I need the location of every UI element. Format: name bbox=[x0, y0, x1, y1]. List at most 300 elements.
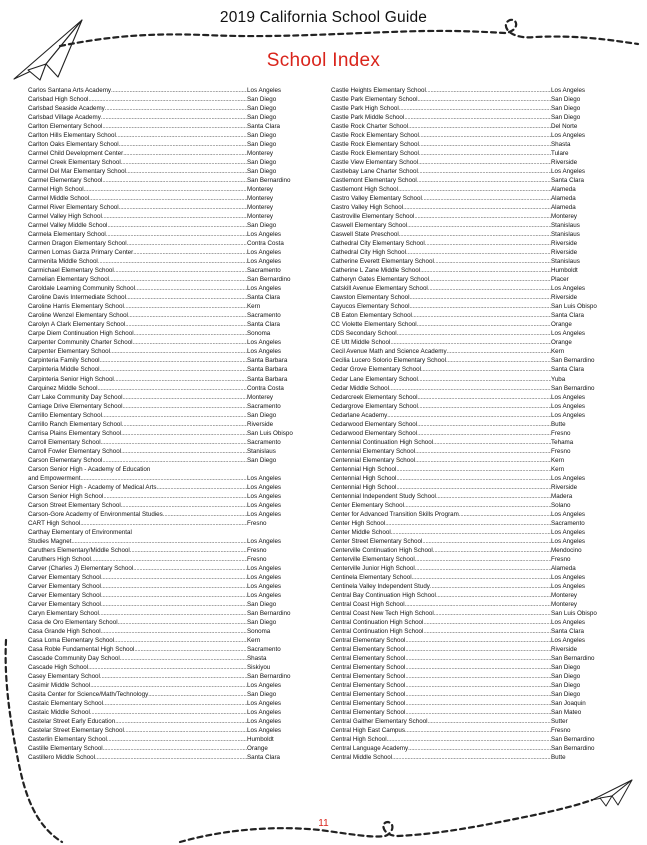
school-name: Carmen Dragon Elementary School bbox=[28, 240, 127, 248]
paper-airplane-icon bbox=[592, 780, 632, 806]
school-name: Carpenter Community Charter School bbox=[28, 339, 133, 347]
school-name: Castle Park High School bbox=[331, 105, 399, 113]
index-entry bbox=[331, 573, 593, 582]
index-entry bbox=[331, 483, 593, 492]
county-name: San Diego bbox=[247, 618, 277, 626]
dot-leader bbox=[115, 717, 247, 726]
school-name: Casey Elementary School bbox=[28, 673, 100, 681]
county-name: San Diego bbox=[247, 456, 277, 464]
index-entry bbox=[331, 104, 593, 113]
index-entry bbox=[331, 555, 593, 564]
index-entry bbox=[28, 429, 298, 438]
county-name: San Diego bbox=[247, 222, 277, 230]
county-name: San Bernardino bbox=[551, 384, 595, 392]
school-name: Carlsbad Seaside Academy bbox=[28, 105, 105, 113]
index-entry bbox=[331, 735, 593, 744]
dot-leader bbox=[396, 465, 551, 474]
school-name: Central High East Campus bbox=[331, 727, 405, 735]
school-name: Carroll Fowler Elementary School bbox=[28, 447, 122, 455]
county-name: Los Angeles bbox=[247, 591, 282, 599]
index-entry bbox=[331, 744, 593, 753]
school-name: Castro Valley High School bbox=[331, 204, 404, 212]
index-entry bbox=[331, 113, 593, 122]
index-entry bbox=[331, 591, 593, 600]
dot-leader bbox=[396, 474, 551, 483]
county-name: Los Angeles bbox=[247, 718, 282, 726]
index-entry bbox=[28, 717, 298, 726]
index-entry bbox=[28, 149, 298, 158]
index-entry bbox=[28, 411, 298, 420]
school-name: Castaic Elementary School bbox=[28, 700, 104, 708]
school-name: Central Coast High School bbox=[331, 600, 405, 608]
school-name: Central Elementary School bbox=[331, 636, 406, 644]
index-entry bbox=[28, 293, 298, 302]
county-name: Alameda bbox=[551, 564, 576, 572]
dot-leader bbox=[118, 618, 247, 627]
index-entry bbox=[331, 266, 593, 275]
dot-leader bbox=[387, 735, 551, 744]
school-name: Carmenita Middle School bbox=[28, 258, 98, 266]
county-name: Los Angeles bbox=[247, 285, 282, 293]
school-name: Centennial Elementary School bbox=[331, 447, 416, 455]
dot-leader bbox=[418, 375, 551, 384]
index-entry bbox=[28, 176, 298, 185]
index-entry bbox=[331, 158, 593, 167]
index-entry bbox=[331, 546, 593, 555]
index-entry bbox=[331, 284, 593, 293]
dot-leader bbox=[123, 149, 247, 158]
dot-leader bbox=[99, 609, 247, 618]
county-name: Sacramento bbox=[551, 519, 585, 527]
dot-leader bbox=[163, 510, 247, 519]
dot-leader bbox=[436, 591, 551, 600]
index-entry bbox=[28, 492, 298, 501]
dot-leader bbox=[405, 672, 551, 681]
dot-leader bbox=[415, 456, 551, 465]
county-name: Sacramento bbox=[247, 645, 281, 653]
county-name: San Bernardino bbox=[247, 609, 291, 617]
dot-leader bbox=[88, 95, 247, 104]
school-name: Carmel Valley Middle School bbox=[28, 222, 108, 230]
dot-leader bbox=[101, 582, 247, 591]
county-name: Alameda bbox=[551, 195, 576, 203]
county-name: Los Angeles bbox=[551, 573, 586, 581]
dot-leader bbox=[405, 699, 551, 708]
school-name: Carrillo Ranch Elementary School bbox=[28, 420, 122, 428]
school-name: Castle Rock Elementary School bbox=[331, 150, 419, 158]
school-name: Central High School bbox=[331, 736, 387, 744]
school-name: Carrisa Plains Elementary School bbox=[28, 429, 122, 437]
index-entry bbox=[28, 600, 298, 609]
index-entry bbox=[28, 212, 298, 221]
index-entry bbox=[331, 167, 593, 176]
index-entry bbox=[331, 411, 593, 420]
school-name: Centennial Elementary School bbox=[331, 456, 416, 464]
dot-leader bbox=[399, 104, 551, 113]
index-entry bbox=[28, 320, 298, 329]
school-name: Carmel High School bbox=[28, 186, 84, 194]
school-name: Carmel River Elementary School bbox=[28, 204, 119, 212]
county-name: Santa Clara bbox=[551, 312, 585, 320]
county-name: Los Angeles bbox=[247, 483, 282, 491]
dot-leader bbox=[389, 384, 551, 393]
school-name: Carson-Gore Academy of Environmental Studies bbox=[28, 510, 163, 518]
dot-leader bbox=[101, 113, 247, 122]
dot-leader bbox=[126, 167, 247, 176]
dot-leader bbox=[433, 546, 551, 555]
index-entry bbox=[331, 302, 597, 311]
school-name: Cedargrove Elementary School bbox=[331, 402, 418, 410]
dot-leader bbox=[433, 438, 551, 447]
county-name: Sutter bbox=[551, 718, 568, 726]
index-entry bbox=[28, 447, 298, 456]
index-entry bbox=[28, 681, 298, 690]
dot-leader bbox=[417, 429, 551, 438]
school-name: Central Elementary School bbox=[331, 682, 406, 690]
dot-leader bbox=[128, 311, 247, 320]
index-entry bbox=[28, 86, 298, 95]
dot-leader bbox=[422, 194, 551, 203]
index-entry bbox=[28, 221, 298, 230]
school-name: Center Middle School bbox=[331, 528, 391, 536]
index-entry bbox=[28, 167, 298, 176]
school-name: Caroline Davis Intermediate School bbox=[28, 294, 126, 302]
index-entry bbox=[331, 95, 593, 104]
school-name: Caroldale Learning Community School bbox=[28, 285, 136, 293]
dot-leader bbox=[417, 176, 551, 185]
county-name: San Diego bbox=[247, 105, 277, 113]
county-name: Fresno bbox=[551, 727, 571, 735]
school-name: Cedarwood Elementary School bbox=[331, 429, 418, 437]
index-entry bbox=[331, 438, 593, 447]
county-name: Kern bbox=[247, 303, 261, 311]
dot-leader bbox=[428, 717, 551, 726]
county-name: Los Angeles bbox=[551, 411, 586, 419]
school-name: and Empowerment bbox=[28, 474, 81, 482]
school-name: CB Eaton Elementary School bbox=[331, 312, 412, 320]
county-name: Sacramento bbox=[247, 402, 281, 410]
index-entry bbox=[28, 131, 298, 140]
school-name: Center for Advanced Transition Skills Program bbox=[331, 510, 459, 518]
dot-leader bbox=[418, 167, 551, 176]
school-name: Casa Roble Fundamental High School bbox=[28, 645, 135, 653]
index-entry bbox=[28, 284, 298, 293]
county-name: Tehama bbox=[551, 438, 574, 446]
county-name: Los Angeles bbox=[247, 537, 282, 545]
dot-leader bbox=[111, 86, 247, 95]
dot-leader bbox=[103, 699, 247, 708]
dot-leader bbox=[148, 690, 247, 699]
index-entry bbox=[28, 573, 298, 582]
dot-leader bbox=[100, 672, 247, 681]
index-entry bbox=[28, 501, 298, 510]
county-name: Los Angeles bbox=[247, 339, 282, 347]
dot-leader bbox=[133, 248, 247, 257]
county-name: Los Angeles bbox=[551, 537, 586, 545]
dot-leader bbox=[425, 239, 551, 248]
school-name: Cedar Grove Elementary School bbox=[331, 366, 421, 374]
school-name: Central Continuation High School bbox=[331, 618, 424, 626]
county-name: Butte bbox=[551, 754, 566, 762]
school-name: Carpinteria Middle School bbox=[28, 366, 100, 374]
dot-leader bbox=[134, 329, 247, 338]
county-name: San Bernardino bbox=[551, 654, 595, 662]
dot-leader bbox=[419, 149, 551, 158]
dot-leader bbox=[446, 356, 551, 365]
school-name: CART High School bbox=[28, 519, 81, 527]
index-entry bbox=[28, 663, 298, 672]
index-entry bbox=[28, 185, 298, 194]
index-entry bbox=[331, 338, 593, 347]
county-name: San Diego bbox=[247, 159, 277, 167]
dot-leader bbox=[71, 537, 247, 546]
dot-leader bbox=[423, 627, 551, 636]
index-entry bbox=[331, 528, 593, 537]
index-entry bbox=[331, 654, 593, 663]
county-name: San Bernardino bbox=[551, 357, 595, 365]
dot-leader bbox=[419, 131, 551, 140]
index-entry bbox=[331, 465, 593, 474]
school-name: Castille Elementary School bbox=[28, 745, 103, 753]
county-name: Los Angeles bbox=[247, 87, 282, 94]
school-name: Carlton Oaks Elementary School bbox=[28, 141, 119, 149]
school-name: Castle Park Elementary School bbox=[331, 96, 418, 104]
dot-leader bbox=[110, 347, 247, 356]
dot-leader bbox=[418, 393, 552, 402]
county-name: Los Angeles bbox=[247, 258, 282, 266]
county-name: Monterey bbox=[551, 591, 578, 599]
index-entry bbox=[331, 447, 593, 456]
dot-leader bbox=[109, 275, 247, 284]
dot-leader bbox=[124, 302, 247, 311]
school-name: Cayucos Elementary School bbox=[331, 303, 410, 311]
school-name: Carmel Child Development Center bbox=[28, 150, 124, 158]
school-name: Castelar Street Early Education bbox=[28, 718, 116, 726]
county-name: Santa Clara bbox=[247, 123, 281, 131]
index-entry bbox=[331, 420, 593, 429]
dot-leader bbox=[124, 726, 247, 735]
county-name: Los Angeles bbox=[551, 87, 586, 94]
index-entry bbox=[28, 519, 298, 528]
school-name: Carquinez Middle School bbox=[28, 384, 98, 392]
index-entry bbox=[28, 438, 298, 447]
dot-leader bbox=[102, 176, 247, 185]
school-name: CE Utt Middle School bbox=[331, 339, 391, 347]
school-name: Carlsbad Village Academy bbox=[28, 114, 101, 122]
index-entry bbox=[28, 257, 298, 266]
index-entry bbox=[28, 744, 298, 753]
dot-leader bbox=[122, 420, 247, 429]
dot-leader bbox=[90, 708, 247, 717]
index-entry bbox=[331, 248, 593, 257]
county-name: Los Angeles bbox=[247, 573, 282, 581]
index-entry bbox=[28, 582, 298, 591]
county-name: Los Angeles bbox=[551, 330, 586, 338]
page-number: 11 bbox=[318, 818, 329, 829]
county-name: Santa Clara bbox=[247, 294, 281, 302]
school-name: Carmel Elementary School bbox=[28, 177, 103, 185]
index-entry bbox=[28, 158, 298, 167]
index-entry bbox=[331, 257, 593, 266]
dot-leader bbox=[105, 104, 247, 113]
dot-leader bbox=[100, 356, 247, 365]
school-name: Carpinteria Family School bbox=[28, 357, 100, 365]
school-name: Cecil Avenue Math and Science Academy bbox=[331, 348, 447, 356]
school-name: Castelar Street Elementary School bbox=[28, 727, 124, 735]
school-name: Central Elementary School bbox=[331, 691, 406, 699]
dot-leader bbox=[436, 492, 551, 501]
index-entry bbox=[331, 356, 593, 365]
school-name: Carnelian Elementary School bbox=[28, 276, 109, 284]
index-entry bbox=[331, 275, 593, 284]
county-name: Fresno bbox=[247, 546, 267, 554]
index-entry bbox=[331, 726, 593, 735]
index-entry bbox=[28, 420, 298, 429]
county-name: Riverside bbox=[551, 645, 578, 653]
index-entry bbox=[331, 203, 593, 212]
index-entry bbox=[331, 519, 593, 528]
dot-leader bbox=[447, 347, 551, 356]
school-name: Centennial High School bbox=[331, 483, 397, 491]
dot-leader bbox=[101, 573, 247, 582]
index-entry bbox=[331, 375, 593, 384]
county-name: Riverside bbox=[247, 420, 274, 428]
county-name: Los Angeles bbox=[247, 564, 282, 572]
county-name: San Diego bbox=[247, 168, 277, 176]
school-name: Carver Elementary School bbox=[28, 591, 101, 599]
index-entry bbox=[331, 122, 593, 131]
dot-leader bbox=[95, 753, 247, 762]
dot-leader bbox=[90, 681, 247, 690]
school-name: Carpe Diem Continuation High School bbox=[28, 330, 134, 338]
county-name: Monterey bbox=[551, 600, 578, 608]
index-entry bbox=[28, 402, 298, 411]
county-name: Los Angeles bbox=[247, 249, 282, 257]
dot-leader bbox=[408, 744, 551, 753]
index-entry bbox=[28, 248, 298, 257]
index-entry bbox=[28, 555, 298, 564]
dot-leader bbox=[404, 501, 551, 510]
index-entry bbox=[28, 266, 298, 275]
dot-leader bbox=[121, 501, 247, 510]
dot-leader bbox=[387, 411, 551, 420]
index-entry bbox=[28, 627, 298, 636]
dot-leader bbox=[116, 131, 247, 140]
dot-leader bbox=[101, 591, 247, 600]
county-name: Mendocino bbox=[551, 546, 582, 554]
school-name: Caswell Elementary School bbox=[331, 222, 408, 230]
index-entry bbox=[331, 645, 593, 654]
dot-leader bbox=[429, 275, 551, 284]
county-name: Los Angeles bbox=[247, 474, 282, 482]
school-name: Cascade Community Day School bbox=[28, 654, 120, 662]
county-name: Santa Clara bbox=[551, 627, 585, 635]
index-entry bbox=[28, 140, 298, 149]
county-name: Orange bbox=[551, 321, 572, 329]
index-entry bbox=[28, 474, 298, 483]
dot-leader bbox=[101, 600, 247, 609]
dot-leader bbox=[412, 573, 551, 582]
school-name: Castle Rock Elementary School bbox=[331, 132, 419, 140]
county-name: Los Angeles bbox=[247, 709, 282, 717]
school-name: Castlemont High School bbox=[331, 186, 399, 194]
school-name: Cascade High School bbox=[28, 664, 89, 671]
index-entry bbox=[28, 564, 298, 573]
county-name: Butte bbox=[551, 420, 566, 428]
county-name: Riverside bbox=[551, 294, 578, 302]
school-name: Central Elementary School bbox=[331, 673, 406, 681]
county-name: Shasta bbox=[551, 141, 571, 149]
index-entry bbox=[28, 690, 298, 699]
index-entry bbox=[331, 402, 593, 411]
school-name: Caruthers High School bbox=[28, 555, 91, 563]
school-name: Central Elementary School bbox=[331, 664, 406, 671]
dot-leader bbox=[121, 447, 247, 456]
school-name: Carson Elementary School bbox=[28, 456, 103, 464]
school-name: Carson Street Elementary School bbox=[28, 501, 121, 509]
county-name: Kern bbox=[551, 465, 565, 473]
index-entry bbox=[331, 492, 593, 501]
dot-leader bbox=[428, 284, 551, 293]
county-name: Sonoma bbox=[247, 330, 271, 338]
county-name: Santa Clara bbox=[247, 754, 281, 762]
dot-leader bbox=[106, 230, 247, 239]
school-name: Center Elementary School bbox=[331, 501, 404, 509]
school-name: Carmichael Elementary School bbox=[28, 267, 114, 275]
index-entry bbox=[331, 429, 593, 438]
dot-leader bbox=[102, 411, 247, 420]
county-name: Placer bbox=[551, 276, 569, 284]
school-name: Casa de Oro Elementary School bbox=[28, 618, 118, 626]
index-entry bbox=[28, 338, 298, 347]
county-name: Los Angeles bbox=[551, 618, 586, 626]
dot-leader bbox=[434, 257, 551, 266]
index-entry bbox=[28, 95, 298, 104]
school-name: Cedar Middle School bbox=[331, 384, 390, 392]
index-entry bbox=[331, 582, 593, 591]
index-entry bbox=[28, 347, 298, 356]
dot-leader bbox=[125, 320, 247, 329]
index-entry bbox=[28, 636, 298, 645]
school-name: Castle Heights Elementary School bbox=[331, 87, 426, 94]
dot-leader bbox=[399, 230, 551, 239]
county-name: San Diego bbox=[551, 114, 581, 122]
dot-leader bbox=[434, 609, 551, 618]
school-name: Castillero Middle School bbox=[28, 754, 96, 762]
county-name: San Bernardino bbox=[247, 673, 291, 681]
county-name: Los Angeles bbox=[247, 492, 282, 500]
school-name: Carver Elementary School bbox=[28, 582, 101, 590]
school-name: Carmel Valley High School bbox=[28, 213, 102, 221]
school-name: Carlton Elementary School bbox=[28, 123, 103, 131]
dot-leader bbox=[119, 203, 247, 212]
school-name: Catheryn Gates Elementary School bbox=[331, 276, 429, 284]
county-name: Fresno bbox=[551, 447, 571, 455]
index-entry bbox=[331, 564, 593, 573]
index-entry bbox=[28, 122, 298, 131]
dot-leader bbox=[100, 365, 247, 374]
index-entry bbox=[28, 275, 298, 284]
index-entry bbox=[331, 456, 593, 465]
index-entry bbox=[28, 537, 298, 546]
county-name: San Diego bbox=[247, 691, 277, 699]
index-entry bbox=[28, 546, 298, 555]
county-name: Monterey bbox=[247, 195, 274, 203]
school-name: Casterlin Elementary School bbox=[28, 736, 107, 744]
school-name: Catskill Avenue Elementary School bbox=[331, 285, 428, 293]
school-name: Centinela Valley Independent Study bbox=[331, 582, 430, 590]
county-name: Los Angeles bbox=[551, 402, 586, 410]
